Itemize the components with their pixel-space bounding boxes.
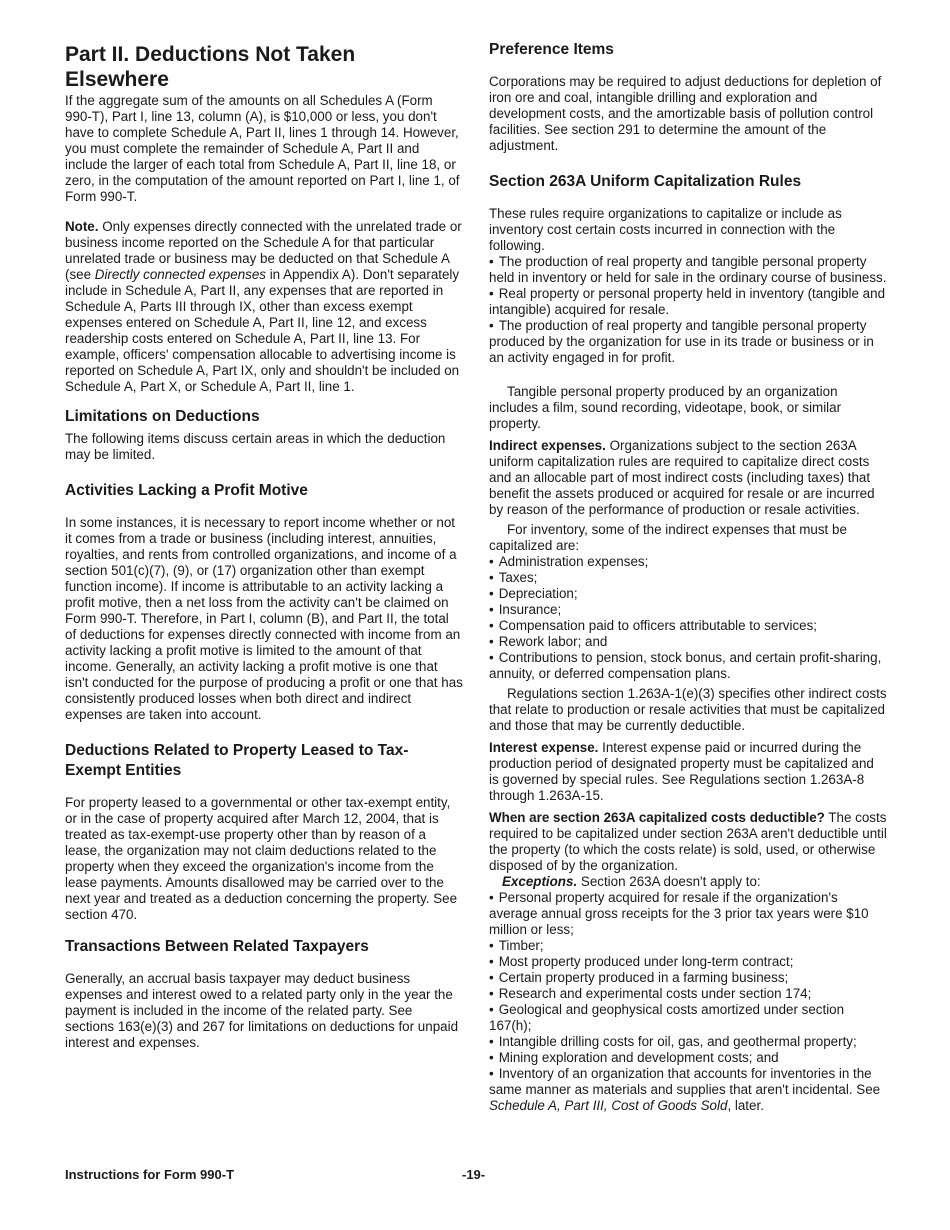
right-column — [489, 40, 887, 1114]
list-item: • The production of real property and tangible personal property produced by the organization for use in its trade or business or in an activity engaged in for profit. — [489, 318, 887, 366]
page-number: -19- — [462, 1167, 486, 1182]
note-italic: Directly connected expenses — [94, 267, 266, 282]
list-item: • Contributions to pension, stock bonus, and certain profit-sharing, annuity, or deferred compensation plans. — [489, 650, 887, 682]
exceptions-label: Exceptions. — [502, 874, 578, 889]
related-text: Generally, an accrual basis taxpayer may deduct business expenses and interest owed to a related party only in the year the payment is included in the income of the related party. See sections 163(e)(3) and 267 for limitations on deductions for unpaid interest and expenses. — [65, 971, 459, 1050]
inventory-text: For inventory, some of the indirect expenses that must be capitalized are: — [489, 522, 847, 553]
list-item: • Most property produced under long-term contract; — [489, 954, 887, 970]
left-column — [65, 40, 463, 1051]
indirect-label: Indirect expenses. — [489, 438, 606, 453]
limitations-heading: Limitations on Deductions — [65, 408, 260, 425]
indirect-paragraph — [489, 438, 887, 518]
list-item: • The production of real property and tangible personal property held in inventory or held for sale in the ordinary course of business. — [489, 254, 887, 286]
leased-heading: Deductions Related to Property Leased to Tax-Exempt Entities — [65, 742, 409, 779]
list-item: • Rework labor; and — [489, 634, 887, 650]
list-item: • Insurance; — [489, 602, 887, 618]
when-text: The costs required to be capitalized under section 263A aren't deductible until the property (to which the costs relate) is sold, used, or otherwise disposed of by the organization. — [489, 810, 887, 873]
list-item: • Intangible drilling costs for oil, gas, and geothermal property; — [489, 1034, 887, 1050]
exceptions-paragraph — [489, 874, 887, 890]
list-item: • Personal property acquired for resale if the organization's average annual gross receipts for the 3 prior tax years were $10 million or less; — [489, 890, 887, 938]
note-label: Note. — [65, 219, 99, 234]
interest-label: Interest expense. — [489, 740, 599, 755]
activities-text: In some instances, it is necessary to report income whether or not it comes from a trade or business (including interest, annuities, royalties, and rents from controlled organizations, and income of a section 501(c)(7), (9), or (17) organization other than exempt function income). If income is attributable to an activity lacking a profit motive, then a net loss from the activity can't be claimed on Form 990-T. Therefore, in Part I, column (B), and Part II, the total of deductions for expenses directly connected with income from an activity lacking a profit motive is limited to the amount of that income. Generally, an activity lacking a profit motive is one that isn't conducted for the purpose of producing a profit or one that has consistently produced losses when both direct and indirect expenses are taken into account. — [65, 515, 463, 722]
list-item: • Taxes; — [489, 570, 887, 586]
list-item: • Administration expenses; — [489, 554, 887, 570]
tangible-text: Tangible personal property produced by an organization includes a film, sound recording, videotape, book, or similar property. — [489, 384, 842, 431]
regulations-text: Regulations section 1.263A-1(e)(3) specifies other indirect costs that relate to production or resale activities that must be capitalized and those that may be currently deductible. — [489, 686, 887, 733]
interest-text: Interest expense paid or incurred during the production period of designated property must be capitalized and is governed by special rules. See Regulations section 1.263A-8 through 1.263A-15. — [489, 740, 874, 803]
list-item: • Research and experimental costs under section 174; — [489, 986, 887, 1002]
list-item: • Geological and geophysical costs amortized under section 167(h); — [489, 1002, 887, 1034]
exceptions-text: Section 263A doesn't apply to: — [577, 874, 761, 889]
interest-paragraph — [489, 740, 887, 804]
indirect-text: Organizations subject to the section 263A uniform capitalization rules are required to capitalize direct costs and an allocable part of most indirect costs (including taxes) that benefit the assets produced or acquired for resale or are incurred by reason of the performance of production or resale activities. — [489, 438, 875, 517]
last-item-pre: Inventory of an organization that accounts for inventories in the same manner as materials and supplies that aren't incidental. See — [489, 1066, 881, 1097]
note-paragraph — [65, 219, 463, 395]
unicap-intro: These rules require organizations to capitalize or include as inventory cost certain costs incurred in connection with the following. — [489, 206, 842, 253]
part-title: Part II. Deductions Not Taken Elsewhere — [65, 43, 356, 91]
list-item: • Real property or personal property held in inventory (tangible and intangible) acquired for resale. — [489, 286, 887, 318]
last-item-italic: Schedule A, Part III, Cost of Goods Sold — [489, 1098, 728, 1113]
leased-text: For property leased to a governmental or other tax-exempt entity, or in the case of property acquired after March 12, 2004, that is treated as tax-exempt-use property other than by reason of a lease, the organization may not claim deductions related to the property when they exceed the organization's income from the lease payments. Amounts disallowed may be carried over to the next year and treated as a deduction concerning the property. See section 470. — [65, 795, 458, 922]
list-item — [489, 1066, 887, 1114]
preference-heading: Preference Items — [489, 41, 614, 58]
list-item: • Compensation paid to officers attributable to services; — [489, 618, 887, 634]
list-item: • Mining exploration and development costs; and — [489, 1050, 887, 1066]
when-label: When are section 263A capitalized costs deductible? — [489, 810, 825, 825]
note-pre: Only expenses directly connected with the unrelated trade or business income reported on the Schedule A for that particular unrelated trade or business may be deducted on that Schedule A (see — [65, 219, 462, 282]
related-heading: Transactions Between Related Taxpayers — [65, 938, 369, 955]
list-item: • Timber; — [489, 938, 887, 954]
limitations-text: The following items discuss certain areas in which the deduction may be limited. — [65, 431, 446, 462]
part-intro: If the aggregate sum of the amounts on all Schedules A (Form 990-T), Part I, line 13, column (A), is $10,000 or less, you don't have to complete Schedule A, Part II, lines 1 through 14. However, you must complete the remainder of Schedule A, Part II and include the larger of each total from Schedule A, Part II, line 18, or zero, in the computation of the amount reported on Part I, line 1, of Form 990-T. — [65, 93, 460, 204]
last-item-post: , later. — [727, 1098, 764, 1113]
list-item: • Depreciation; — [489, 586, 887, 602]
list-item: • Certain property produced in a farming business; — [489, 970, 887, 986]
note-post: in Appendix A). Don't separately include in Schedule A, Part II, any expenses that are reported in Schedule A, Parts III through IX, other than excess exempt expenses entered on Schedule A, Part II, line 12, and excess readership costs entered on Schedule A, Part II, line 13. For example, officers' compensation allocable to advertising income is reported on Schedule A, Part IX, only and shouldn't be included on Schedule A, Part X, or Schedule A, Part II, line 1. — [65, 267, 460, 394]
when-paragraph — [489, 810, 887, 874]
preference-text: Corporations may be required to adjust deductions for depletion of iron ore and coal, intangible drilling and exploration and development costs, and the amortizable basis of pollution control facilities. See section 291 to determine the amount of the adjustment. — [489, 74, 882, 153]
footer-form-name: Instructions for Form 990-T — [65, 1167, 235, 1182]
activities-heading: Activities Lacking a Profit Motive — [65, 482, 308, 499]
unicap-heading: Section 263A Uniform Capitalization Rules — [489, 173, 802, 190]
